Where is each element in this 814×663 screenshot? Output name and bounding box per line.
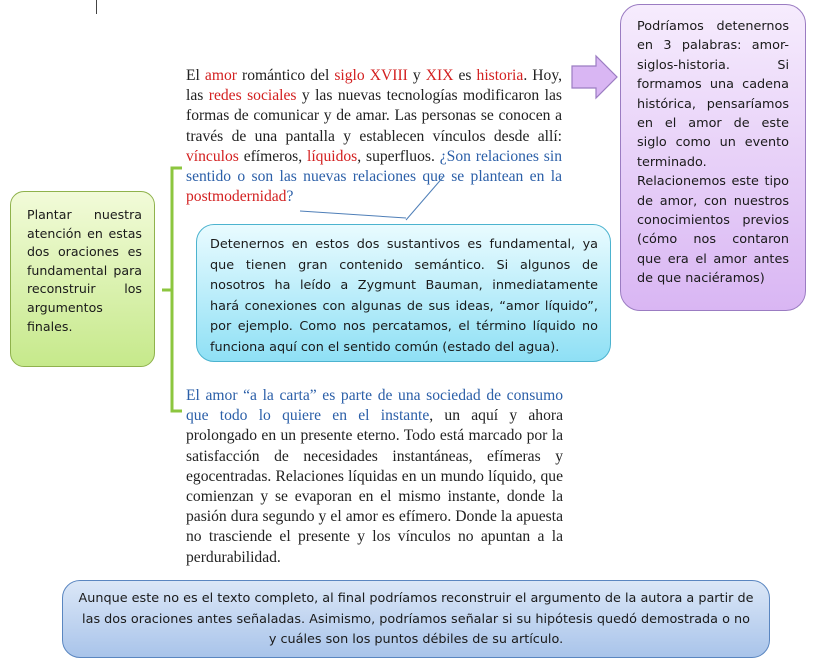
note-middle-text: Detenernos en estos dos sustantivos es fundamental, ya que tienen gran contenido semántico. Si algunos de nosotros ha leído a Zygmunt Bauman, inmediatamente hará conexiones con algunas de sus ideas, “amor líquido”, por ejemplo. Como nos percatamos, el término líquido no funciona aquí con el sentido común (estado del agua). bbox=[210, 237, 598, 355]
p1-vinculos: vínculos bbox=[186, 147, 239, 165]
p2-highlight: El amor “a la carta” es parte de una sociedad de consumo que todo lo quiere en el instante bbox=[186, 387, 563, 425]
p1-historia: historia bbox=[476, 67, 524, 84]
p1-liquidos: líquidos bbox=[307, 147, 358, 165]
p1-text: romántico del bbox=[236, 67, 335, 84]
p1-text: y las nuevas tecnologías modificaron las formas de comunicar y de amar. Las personas se conocen a través de una pantalla y establecen vínculos desde allí: bbox=[186, 87, 562, 145]
note-bottom bbox=[62, 580, 770, 658]
callout-line bbox=[406, 176, 444, 220]
note-bottom-text: Aunque este no es el texto completo, al final podríamos reconstruir el argumento de la autora a partir de las dos oraciones antes señaladas. Asimismo, podríamos señalar si su hipótesis quedó demostrada o no y cuáles son los puntos débiles de su artículo. bbox=[78, 591, 754, 648]
callout-line bbox=[300, 211, 406, 218]
p1-postmodernidad: postmodernidad bbox=[186, 188, 287, 206]
p1-question: ¿Son relaciones sin sentido o son las nuevas relaciones que se plantean en la bbox=[186, 147, 562, 186]
note-right bbox=[620, 4, 806, 311]
note-right-p2: Relacionemos este tipo de amor, con nuestros conocimientos previos (cómo nos contaron que era el amor antes de que naciéramos) bbox=[637, 174, 789, 287]
note-middle bbox=[196, 224, 611, 362]
p1-text: efímeros, bbox=[238, 147, 307, 165]
p2-text: , un aquí y ahora prolongado en un presente eterno. Todo está marcado por la satisfacción de necesidades instantáneas, efímeras y egocentradas. Relaciones líquidas en un mundo líquido, que comienzan y se evaporan en el mismo instante, donde la pasión dura segundo y el amor es efímero. Donde la apuesta no trasciende el presente y los vínculos no apuntan a la perdurabilidad. bbox=[186, 407, 563, 566]
p1-qmark: ? bbox=[286, 188, 294, 206]
p1-xix: XIX bbox=[425, 67, 454, 84]
p1-text: , superfluos. bbox=[357, 147, 440, 165]
p1-text: El bbox=[186, 67, 205, 84]
green-bracket bbox=[162, 168, 182, 411]
p1-amor: amor bbox=[204, 67, 237, 84]
p1-text: es bbox=[453, 67, 477, 84]
p1-text: y bbox=[407, 67, 426, 84]
p1-siglo: siglo XVIII bbox=[334, 67, 408, 84]
p1-redes: redes sociales bbox=[208, 87, 297, 105]
right-arrow-icon bbox=[572, 56, 617, 98]
note-left-text: Plantar nuestra atención en estas dos oraciones es fundamental para reconstruir los argumentos finales. bbox=[27, 207, 142, 334]
note-right-p1: Podríamos detenernos en 3 palabras: amor-siglos-historia. Si formamos una cadena histórica, pensaríamos en el amor de este siglo como un evento terminado. bbox=[637, 19, 789, 170]
note-left bbox=[10, 191, 155, 367]
p1-text: . Hoy, las bbox=[186, 67, 562, 105]
